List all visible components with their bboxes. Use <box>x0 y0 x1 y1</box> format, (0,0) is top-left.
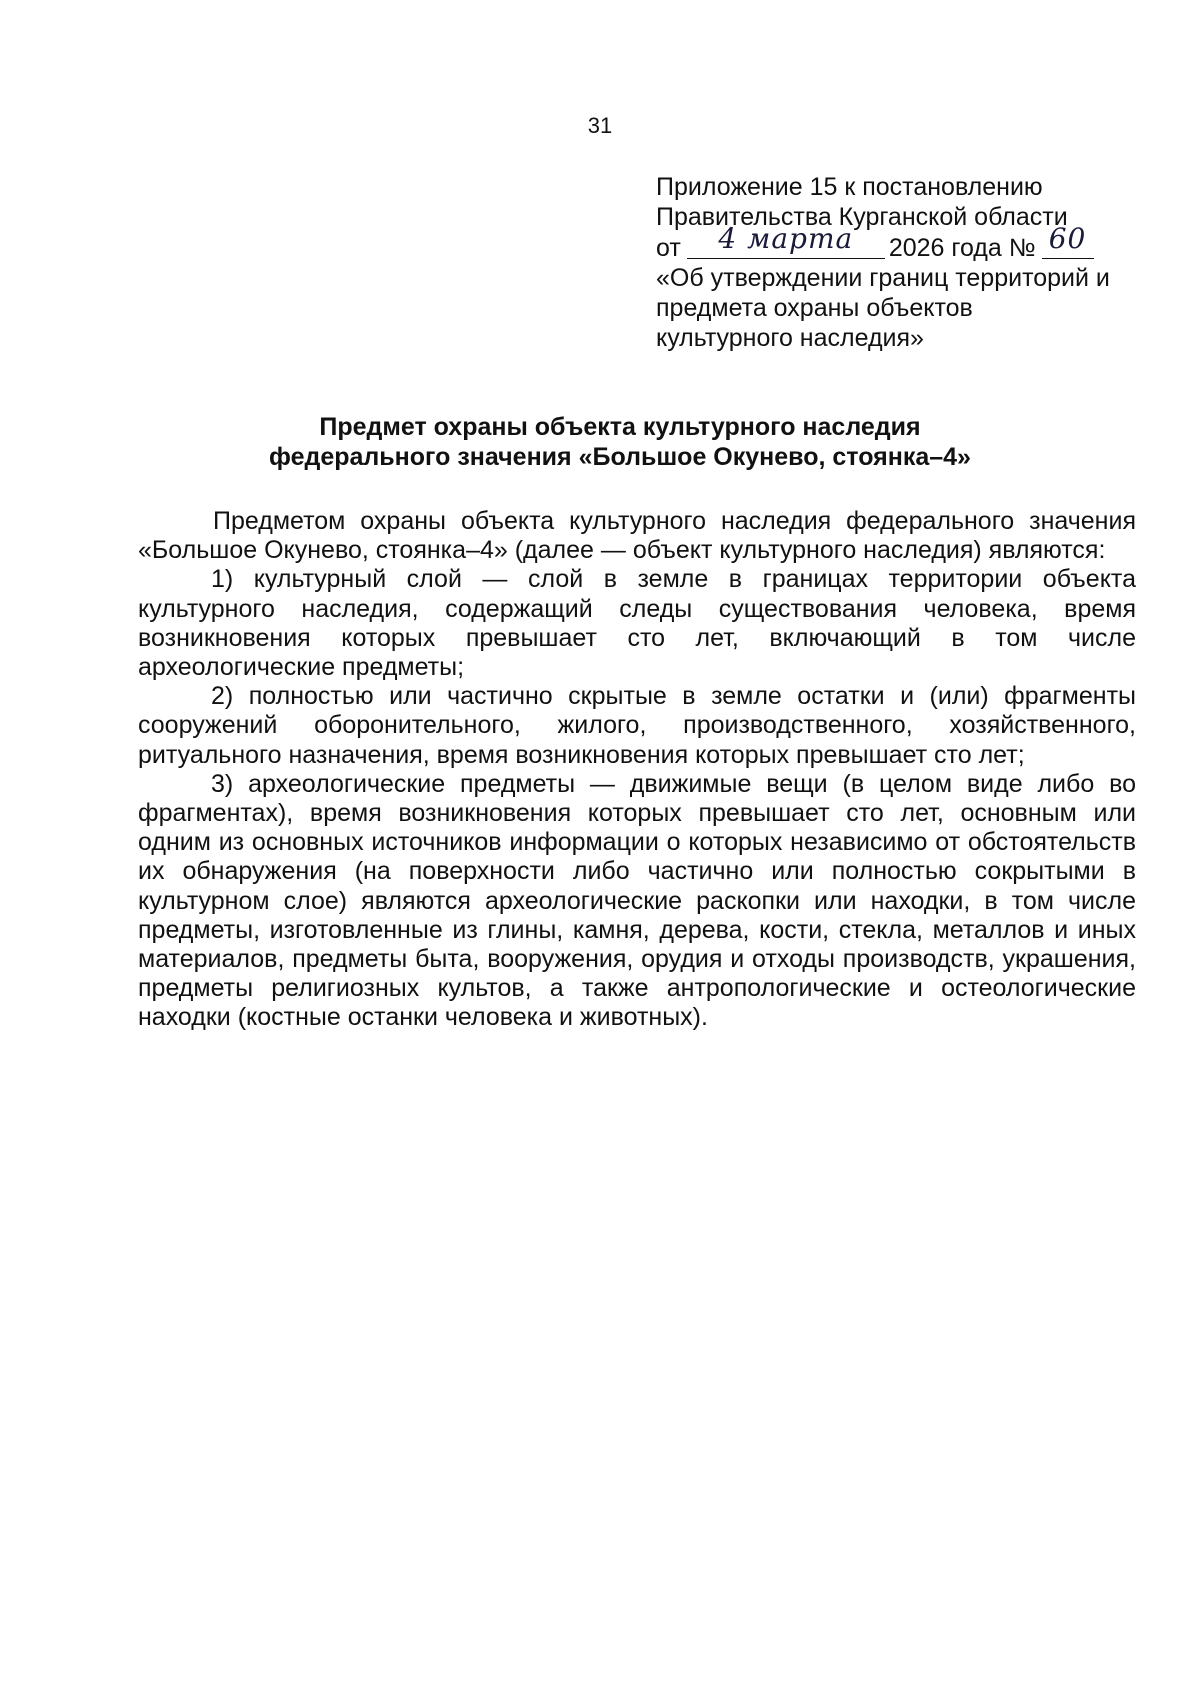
title-line-1: Предмет охраны объекта культурного наследия <box>319 413 921 441</box>
intro-paragraph: Предметом охраны объекта культурного наследия федерального значения «Большое Окунево, стоянка–4» (далее — объект культурного наследия) являются: <box>138 507 1136 565</box>
appendix-date-line <box>656 222 1156 263</box>
list-item-3: 3) археологические предметы — движимые вещи (в целом виде либо во фрагментах), время возникновения которых превышает сто лет, основным или одним из основных источников информации о которых независимо от обстоятельств их обнаружения (на поверхности либо частично или полностью сокрытыми в культурном слое) являются археологические раскопки или находки, в том числе предметы, изготовленные из глины, камня, дерева, кости, стекла, металлов и иных материалов, предметы быта, вооружения, орудия и отходы производств, украшения, предметы религиозных культов, а также антропологические и остеологические находки (костные останки человека и животных). <box>138 769 1136 1032</box>
appendix-line-4: «Об утверждении границ территорий и <box>656 264 1110 292</box>
appendix-block <box>656 172 1156 353</box>
handwritten-date: 4 марта <box>718 222 854 255</box>
year-and-number-label: 2026 года № <box>888 234 1036 262</box>
title-line-2: федерального значения «Большое Окунево, стоянка–4» <box>269 443 971 471</box>
document-title <box>170 412 1070 472</box>
list-item-2: 2) полностью или частично скрытые в земле остатки и (или) фрагменты сооружений оборонительного, жилого, производственного, хозяйственного, ритуального назначения, время возникновения которых превышает сто лет; <box>138 682 1136 769</box>
document-body <box>138 507 1136 1033</box>
appendix-line-1: Приложение 15 к постановлению <box>656 173 1043 201</box>
page-number: 31 <box>587 113 613 138</box>
date-prefix: от <box>656 234 681 262</box>
appendix-line-5: предмета охраны объектов <box>656 294 973 322</box>
date-fill-field <box>687 222 885 259</box>
list-item-1: 1) культурный слой — слой в земле в границах территории объекта культурного наследия, содержащий следы существования человека, время возникновения которых превышает сто лет, включающий в том числе археологические предметы; <box>138 565 1136 682</box>
appendix-line-2: Правительства Курганской области <box>656 203 1068 231</box>
number-fill-field <box>1042 222 1094 259</box>
appendix-line-6: культурного наследия» <box>656 324 924 352</box>
handwritten-number: 60 <box>1048 222 1087 255</box>
